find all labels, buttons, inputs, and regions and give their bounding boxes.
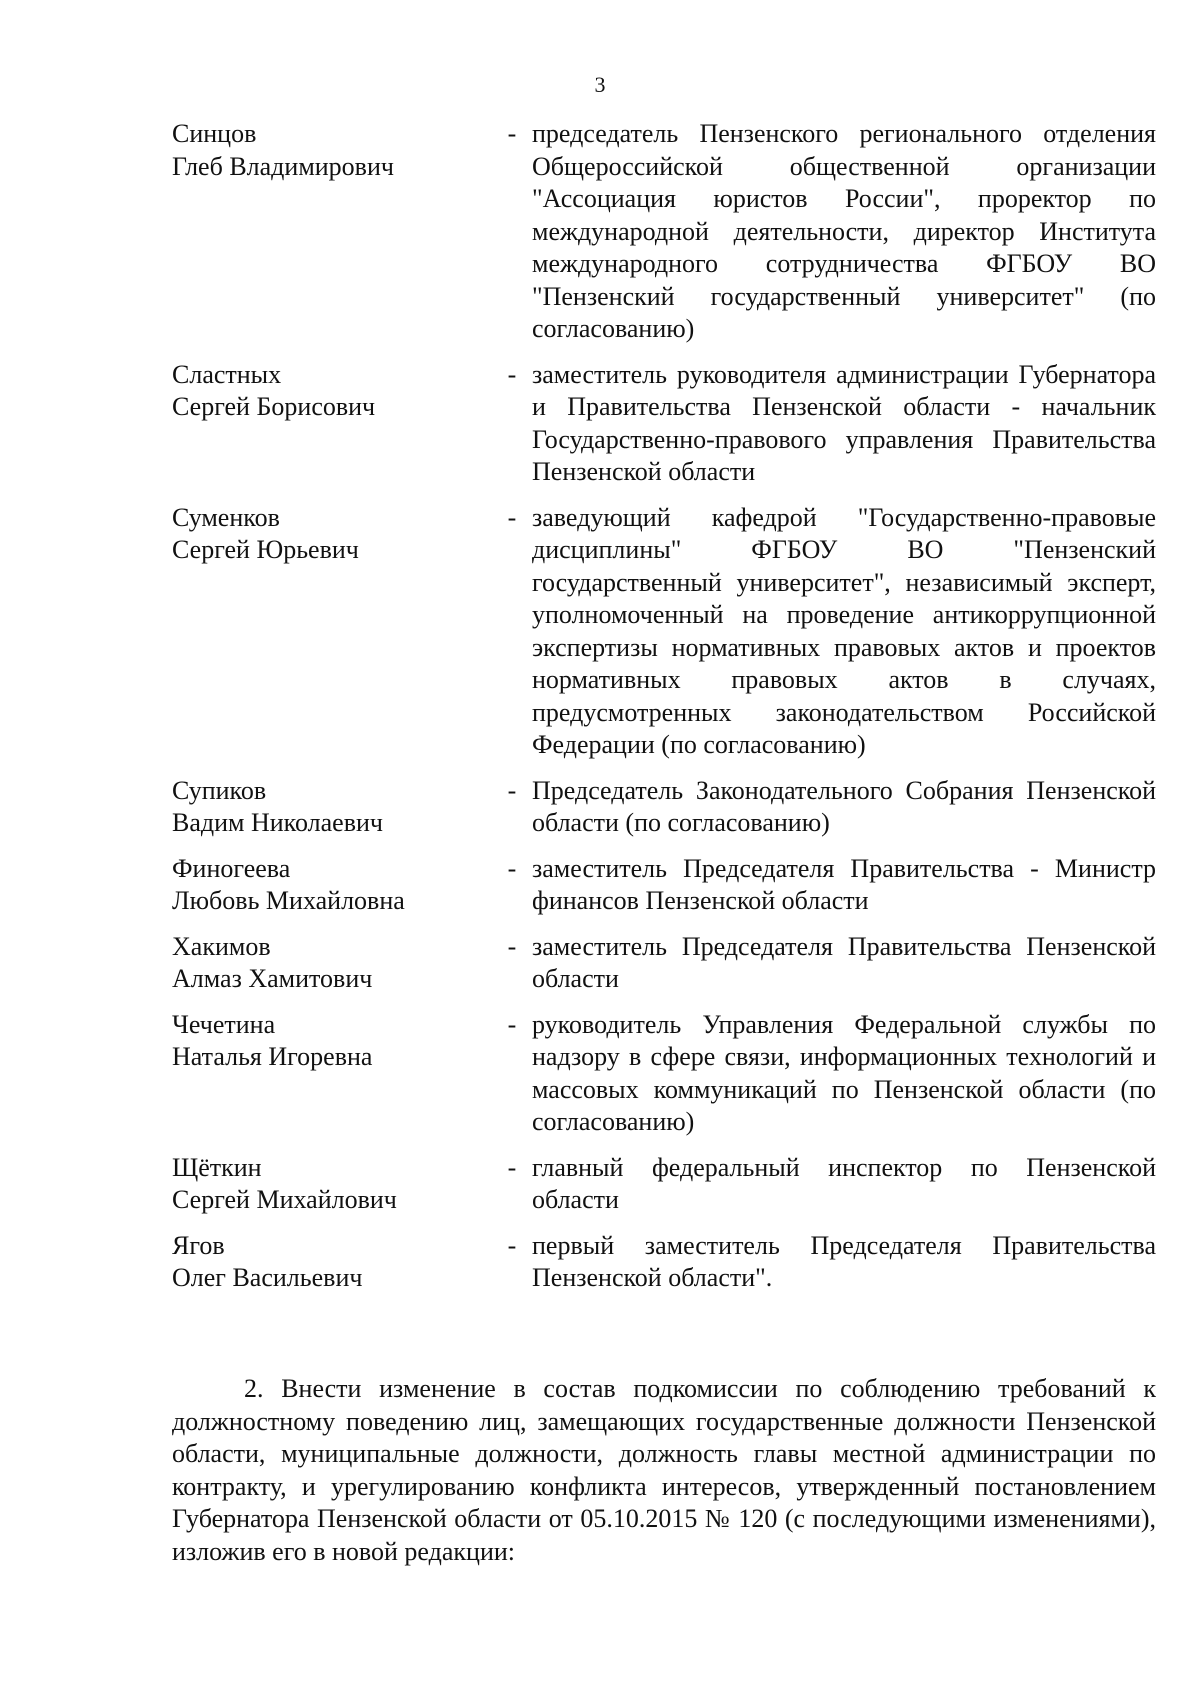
member-name bbox=[172, 502, 492, 762]
member-surname: Сластных bbox=[172, 359, 282, 389]
member-entry bbox=[172, 931, 1156, 996]
member-given-names: Сергей Борисович bbox=[172, 392, 376, 421]
member-dash: - bbox=[507, 1230, 517, 1260]
member-position: заместитель руководителя администрации Губернатора и Правительства Пензенской области - начальник Государственно-правового управления Правительства Пензенской области bbox=[532, 359, 1156, 486]
member-name bbox=[172, 931, 492, 996]
member-position: заведующий кафедрой "Государственно-правовые дисциплины" ФГБОУ ВО "Пензенский государственный университет", независимый эксперт, уполномоченный на проведение антикоррупционной экспертизы нормативных правовых актов и проектов нормативных правовых актов в случаях, предусмотренных законодательством Российской Федерации (по согласованию) bbox=[532, 502, 1156, 759]
member-dash: - bbox=[507, 931, 517, 961]
member-name bbox=[172, 853, 492, 918]
member-given-names: Глеб Владимирович bbox=[172, 151, 394, 181]
member-position: Председатель Законодательного Собрания Пензенской области (по согласованию) bbox=[532, 775, 1156, 837]
member-name bbox=[172, 775, 492, 840]
member-position: первый заместитель Председателя Правительства Пензенской области". bbox=[532, 1230, 1156, 1292]
page-number: 3 bbox=[594, 72, 606, 97]
member-given-names: Алмаз Хамитович bbox=[172, 964, 373, 993]
member-surname: Хакимов bbox=[172, 931, 271, 961]
member-dash: - bbox=[507, 1009, 517, 1039]
member-position: заместитель Председателя Правительства - Министр финансов Пензенской области bbox=[532, 853, 1156, 915]
member-given-names: Наталья Игоревна bbox=[172, 1042, 373, 1071]
member-given-names: Любовь Михайловна bbox=[172, 886, 405, 915]
member-given-names: Сергей Юрьевич bbox=[172, 535, 359, 564]
member-surname: Щёткин bbox=[172, 1152, 262, 1182]
member-name bbox=[172, 1230, 492, 1295]
member-entry bbox=[172, 775, 1156, 840]
paragraph-2: 2. Внести изменение в состав подкомиссии по соблюдению требований к должностному поведению лиц, замещающих государственные должности Пензенской области, муниципальные должности, должность главы местной администрации по контракту, и урегулированию конфликта интересов, утвержденный постановлением Губернатора Пензенской области от 05.10.2015 № 120 (с последующими изменениями), изложив его в новой редакции: bbox=[172, 1374, 1156, 1566]
member-entry bbox=[172, 1152, 1156, 1217]
member-entry bbox=[172, 853, 1156, 918]
member-position: председатель Пензенского регионального отделения Общероссийской общественной организации "Ассоциация юристов России", проректор по международной деятельности, директор Института международного сотрудничества ФГБОУ ВО "Пензенский государственный университет" (по согласованию) bbox=[532, 119, 1156, 343]
member-given-names: Сергей Михайлович bbox=[172, 1185, 397, 1214]
member-given-names: Вадим Николаевич bbox=[172, 808, 383, 837]
member-entry bbox=[172, 1009, 1156, 1139]
member-list bbox=[172, 118, 1156, 1308]
member-entry bbox=[172, 118, 1156, 346]
member-position: заместитель Председателя Правительства Пензенской области bbox=[532, 931, 1156, 993]
member-entry bbox=[172, 359, 1156, 489]
member-surname: Финогеева bbox=[172, 853, 291, 883]
member-surname: Ягов bbox=[172, 1230, 225, 1260]
member-surname: Супиков bbox=[172, 775, 267, 805]
member-name bbox=[172, 118, 492, 346]
member-dash: - bbox=[507, 775, 517, 805]
member-dash: - bbox=[507, 359, 517, 389]
member-dash: - bbox=[507, 502, 517, 532]
member-name bbox=[172, 1009, 492, 1139]
member-given-names: Олег Васильевич bbox=[172, 1263, 363, 1292]
member-entry bbox=[172, 502, 1156, 762]
member-dash: - bbox=[507, 1152, 517, 1182]
member-name bbox=[172, 1152, 492, 1217]
member-name bbox=[172, 359, 492, 489]
member-dash: - bbox=[507, 119, 517, 148]
member-position: руководитель Управления Федеральной службы по надзору в сфере связи, информационных технологий и массовых коммуникаций по Пензенской области (по согласованию) bbox=[532, 1009, 1156, 1136]
member-surname: Синцов bbox=[172, 119, 257, 148]
member-dash: - bbox=[507, 853, 517, 883]
member-surname: Чечетина bbox=[172, 1009, 276, 1039]
member-surname: Суменков bbox=[172, 502, 280, 532]
member-entry bbox=[172, 1230, 1156, 1295]
member-position: главный федеральный инспектор по Пензенской области bbox=[532, 1152, 1156, 1214]
